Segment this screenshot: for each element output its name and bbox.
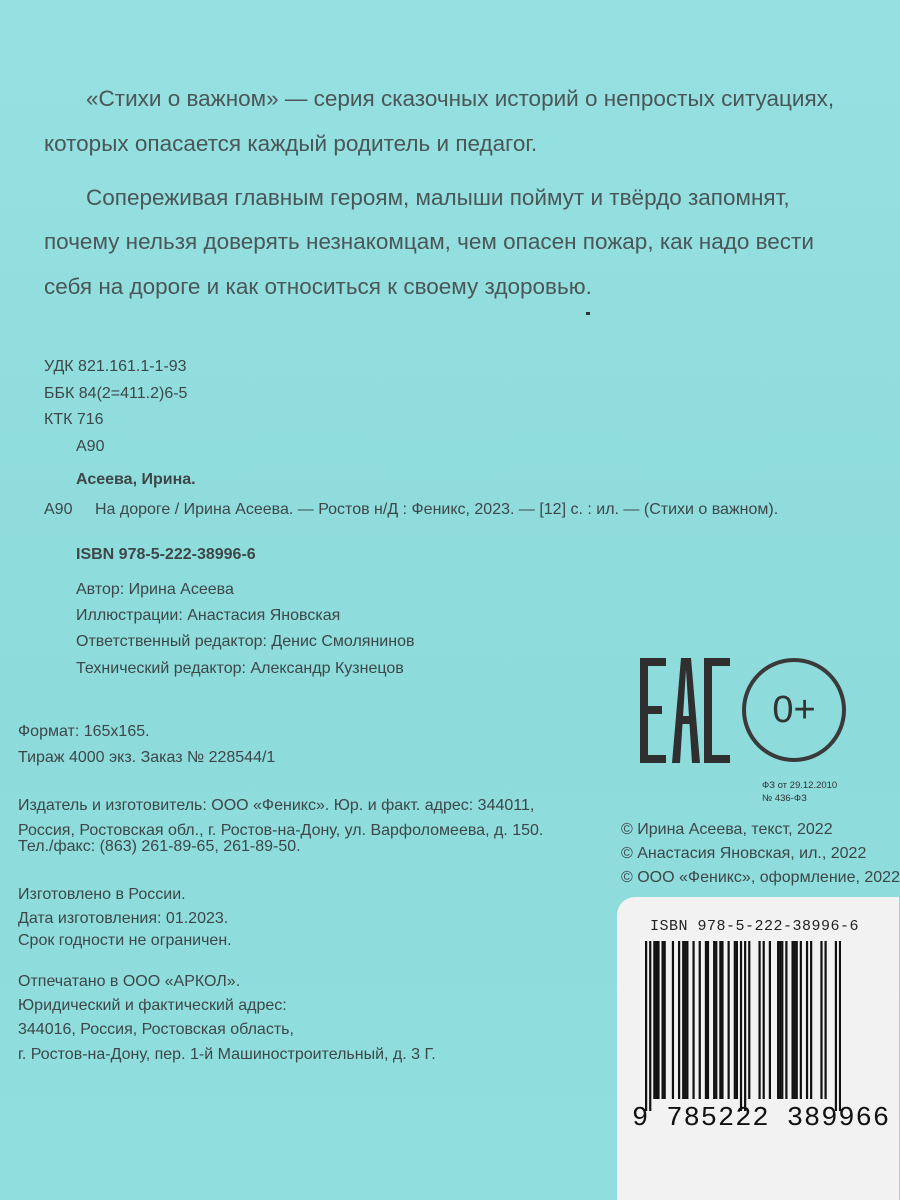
author-sign: А90 xyxy=(76,438,105,455)
print-run-line: Тираж 4000 экз. Заказ № 228544/1 xyxy=(18,749,276,766)
barcode-bar xyxy=(653,941,655,1099)
barcode-bar xyxy=(678,941,680,1099)
barcode-bar xyxy=(824,941,826,1099)
manufacture-date: Дата изготовления: 01.2023. xyxy=(18,910,229,927)
law-reference-1: ФЗ от 29.12.2010 xyxy=(762,780,838,791)
printer-line-4: г. Ростов-на-Дону, пер. 1-й Машиностроительный, д. 3 Г. xyxy=(18,1046,436,1063)
barcode-bar xyxy=(672,941,674,1099)
bbk-code: ББК 84(2=411.2)6-5 xyxy=(44,385,188,402)
barcode-bar xyxy=(692,941,694,1099)
copyright-design: © ООО «Феникс», оформление, 2022 xyxy=(621,869,900,886)
barcode-bar xyxy=(794,941,796,1099)
barcode-isbn-label: ISBN 978-5-222-38996-6 xyxy=(650,918,860,935)
barcode-bar xyxy=(715,941,717,1099)
barcode-bar xyxy=(662,941,664,1099)
barcode-bar xyxy=(800,941,802,1099)
barcode-bar xyxy=(744,941,746,1111)
barcode-bar xyxy=(734,941,736,1099)
barcode-bar xyxy=(740,941,742,1111)
intro-line-4: почему нельзя доверять незнакомцам, чем опасен пожар, как надо вести xyxy=(44,229,814,254)
format-line: Формат: 165х165. xyxy=(18,723,150,740)
barcode-icon xyxy=(645,941,841,1111)
barcode-bar xyxy=(806,941,808,1099)
barcode-bar xyxy=(758,941,760,1099)
barcode-bar xyxy=(684,941,686,1099)
barcode-bar xyxy=(779,941,781,1099)
intro-line-3: Сопереживая главным героям, малыши поймут и твёрдо запомнят, xyxy=(86,185,790,210)
publisher-line-2: Россия, Ростовская обл., г. Ростов-на-Дону, ул. Варфоломеева, д. 150. xyxy=(18,822,544,839)
made-in: Изготовлено в России. xyxy=(18,886,186,903)
barcode-bar xyxy=(810,941,812,1099)
record-author: Асеева, Ирина. xyxy=(76,471,196,488)
credit-editor: Ответственный редактор: Денис Смолянинов xyxy=(76,633,415,650)
bibliographic-description: На дороге / Ирина Асеева. — Ростов н/Д : Феникс, 2023. — [12] с. : ил. — (Стихи о важном). xyxy=(95,501,779,518)
barcode-bar xyxy=(713,941,715,1099)
barcode-bar xyxy=(781,941,783,1099)
barcode-bar xyxy=(721,941,723,1099)
publisher-line-1: Издатель и изготовитель: ООО «Феникс». Юр. и факт. адрес: 344011, xyxy=(18,797,535,814)
printer-line-3: 344016, Россия, Ростовская область, xyxy=(18,1021,294,1038)
barcode-bar xyxy=(657,941,659,1099)
barcode-bar xyxy=(777,941,779,1099)
print-speck xyxy=(586,312,590,315)
record-code: А90 xyxy=(44,501,73,518)
barcode-bar xyxy=(705,941,707,1099)
intro-line-2: которых опасается каждый родитель и педагог. xyxy=(44,131,538,156)
intro-line-5: себя на дороге и как относиться к своему здоровью. xyxy=(44,274,592,299)
barcode-bar xyxy=(839,941,841,1111)
eac-logo-icon xyxy=(640,658,730,763)
record-isbn: ISBN 978-5-222-38996-6 xyxy=(76,546,256,563)
barcode-digits: 9 785222 389966 xyxy=(632,1104,891,1134)
barcode-bar xyxy=(645,941,647,1111)
barcode-bar xyxy=(736,941,738,1099)
age-rating-badge: 0+ xyxy=(742,658,846,762)
copyright-text: © Ирина Асеева, текст, 2022 xyxy=(621,821,833,838)
credit-tech-editor: Технический редактор: Александр Кузнецов xyxy=(76,660,404,677)
barcode-bar xyxy=(719,941,721,1099)
credit-author: Автор: Ирина Асеева xyxy=(76,581,234,598)
copyright-illustrations: © Анастасия Яновская, ил., 2022 xyxy=(621,845,867,862)
barcode-bar xyxy=(728,941,730,1099)
barcode-bar xyxy=(785,941,787,1099)
barcode-bar xyxy=(820,941,822,1099)
barcode-bar xyxy=(769,941,771,1099)
barcode-bar xyxy=(664,941,666,1099)
barcode-bar xyxy=(686,941,688,1099)
ktk-code: КТК 716 xyxy=(44,411,104,428)
credit-illustrations: Иллюстрации: Анастасия Яновская xyxy=(76,607,341,624)
intro-line-1: «Стихи о важном» — серия сказочных историй о непростых ситуациях, xyxy=(86,86,835,111)
barcode-bar xyxy=(791,941,793,1099)
law-reference-2: № 436-ФЗ xyxy=(762,793,807,804)
barcode-bar xyxy=(796,941,798,1099)
printer-line-2: Юридический и фактический адрес: xyxy=(18,997,287,1014)
printer-line-1: Отпечатано в ООО «АРКОЛ». xyxy=(18,973,241,990)
barcode-bar xyxy=(748,941,750,1099)
publisher-line-3: Тел./факс: (863) 261-89-65, 261-89-50. xyxy=(18,838,301,855)
shelf-life: Срок годности не ограничен. xyxy=(18,932,232,949)
barcode-bar xyxy=(655,941,657,1099)
barcode-bar xyxy=(649,941,651,1111)
barcode-bar xyxy=(682,941,684,1099)
barcode-bar xyxy=(763,941,765,1099)
barcode-bar xyxy=(707,941,709,1099)
udk-code: УДК 821.161.1-1-93 xyxy=(44,358,187,375)
barcode-bar xyxy=(835,941,837,1111)
barcode-bar xyxy=(699,941,701,1099)
